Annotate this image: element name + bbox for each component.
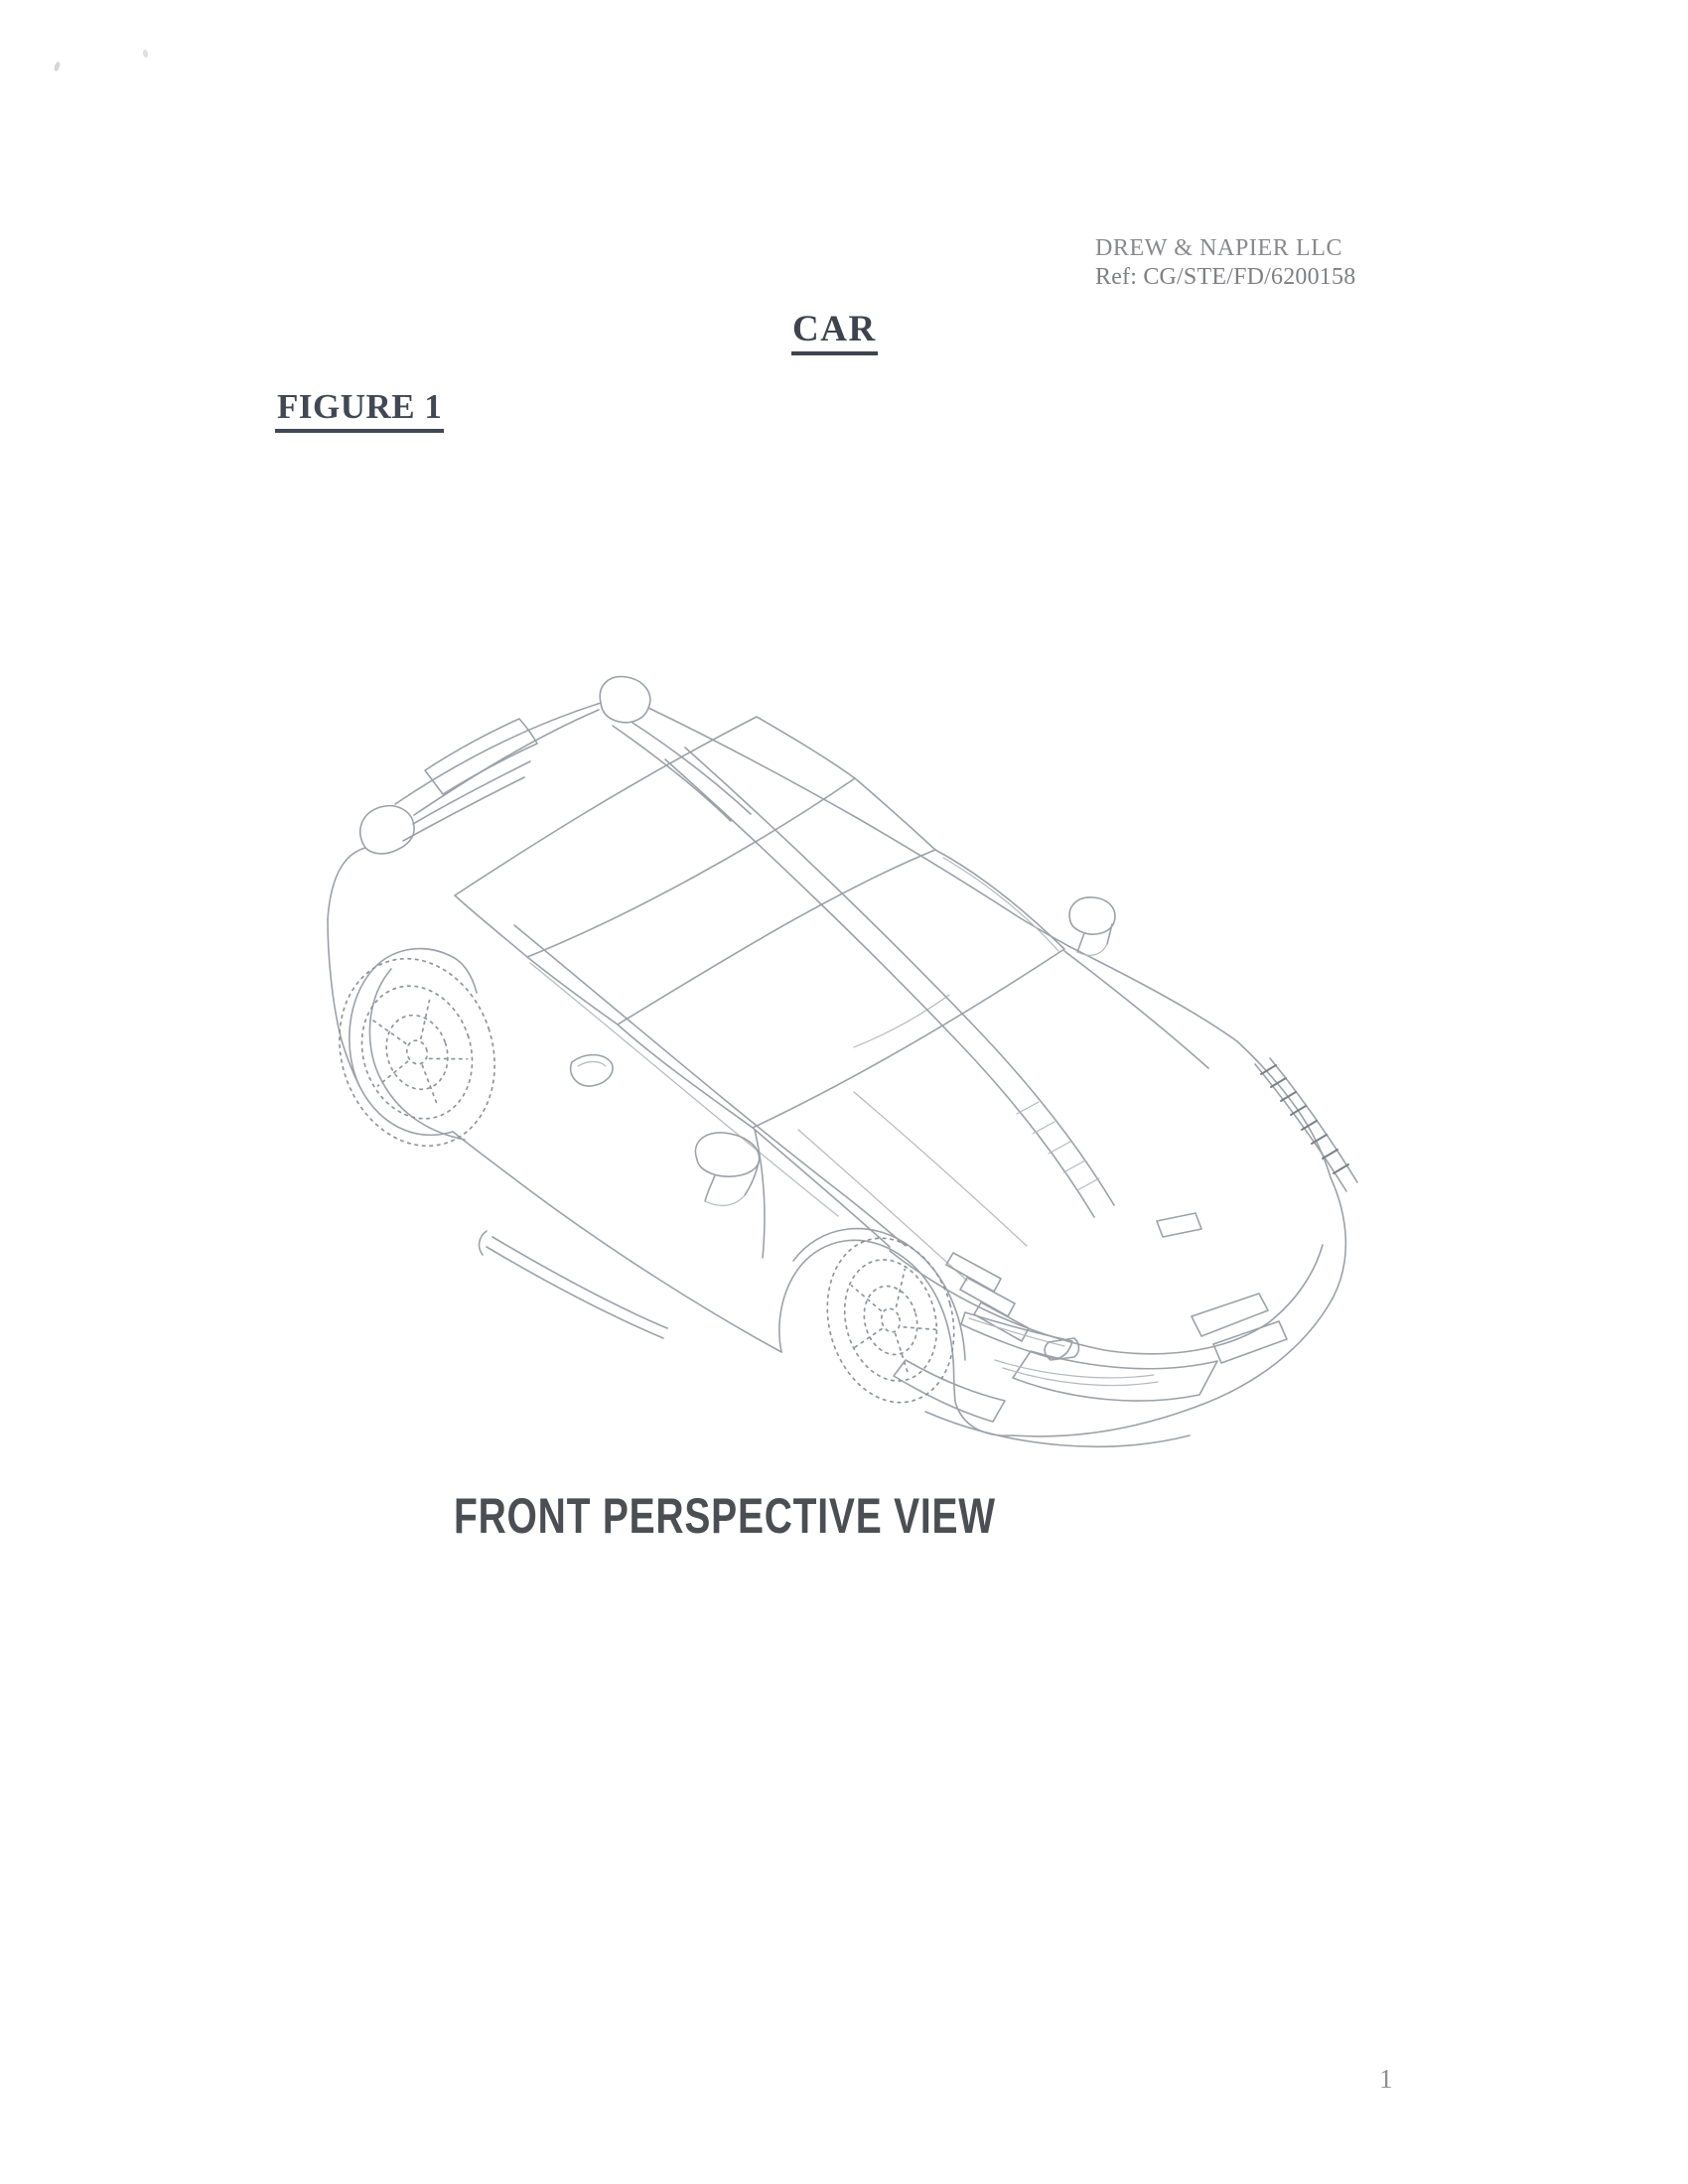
racing-stripes — [665, 748, 1114, 1217]
letterhead — [1095, 234, 1355, 292]
page-number: 1 — [1379, 2064, 1393, 2094]
reference-number: Ref: CG/STE/FD/6200158 — [1095, 264, 1356, 290]
scan-speck — [54, 61, 62, 71]
figure-label: FIGURE 1 — [275, 389, 444, 433]
rear-quarter-details — [403, 719, 751, 1086]
rear-wheel — [318, 938, 518, 1166]
firm-name: DREW & NAPIER LLC — [1095, 235, 1343, 261]
document-title: CAR — [791, 311, 878, 355]
right-mirror — [1069, 897, 1115, 955]
side-body-lines — [480, 925, 1208, 1338]
front-end — [890, 1058, 1357, 1446]
front-wheel — [809, 1224, 971, 1417]
glass-panels — [455, 717, 1064, 1128]
figure-1-car-drawing — [318, 665, 1390, 1459]
view-caption: FRONT PERSPECTIVE VIEW — [454, 1488, 996, 1544]
scan-speck — [142, 50, 149, 59]
